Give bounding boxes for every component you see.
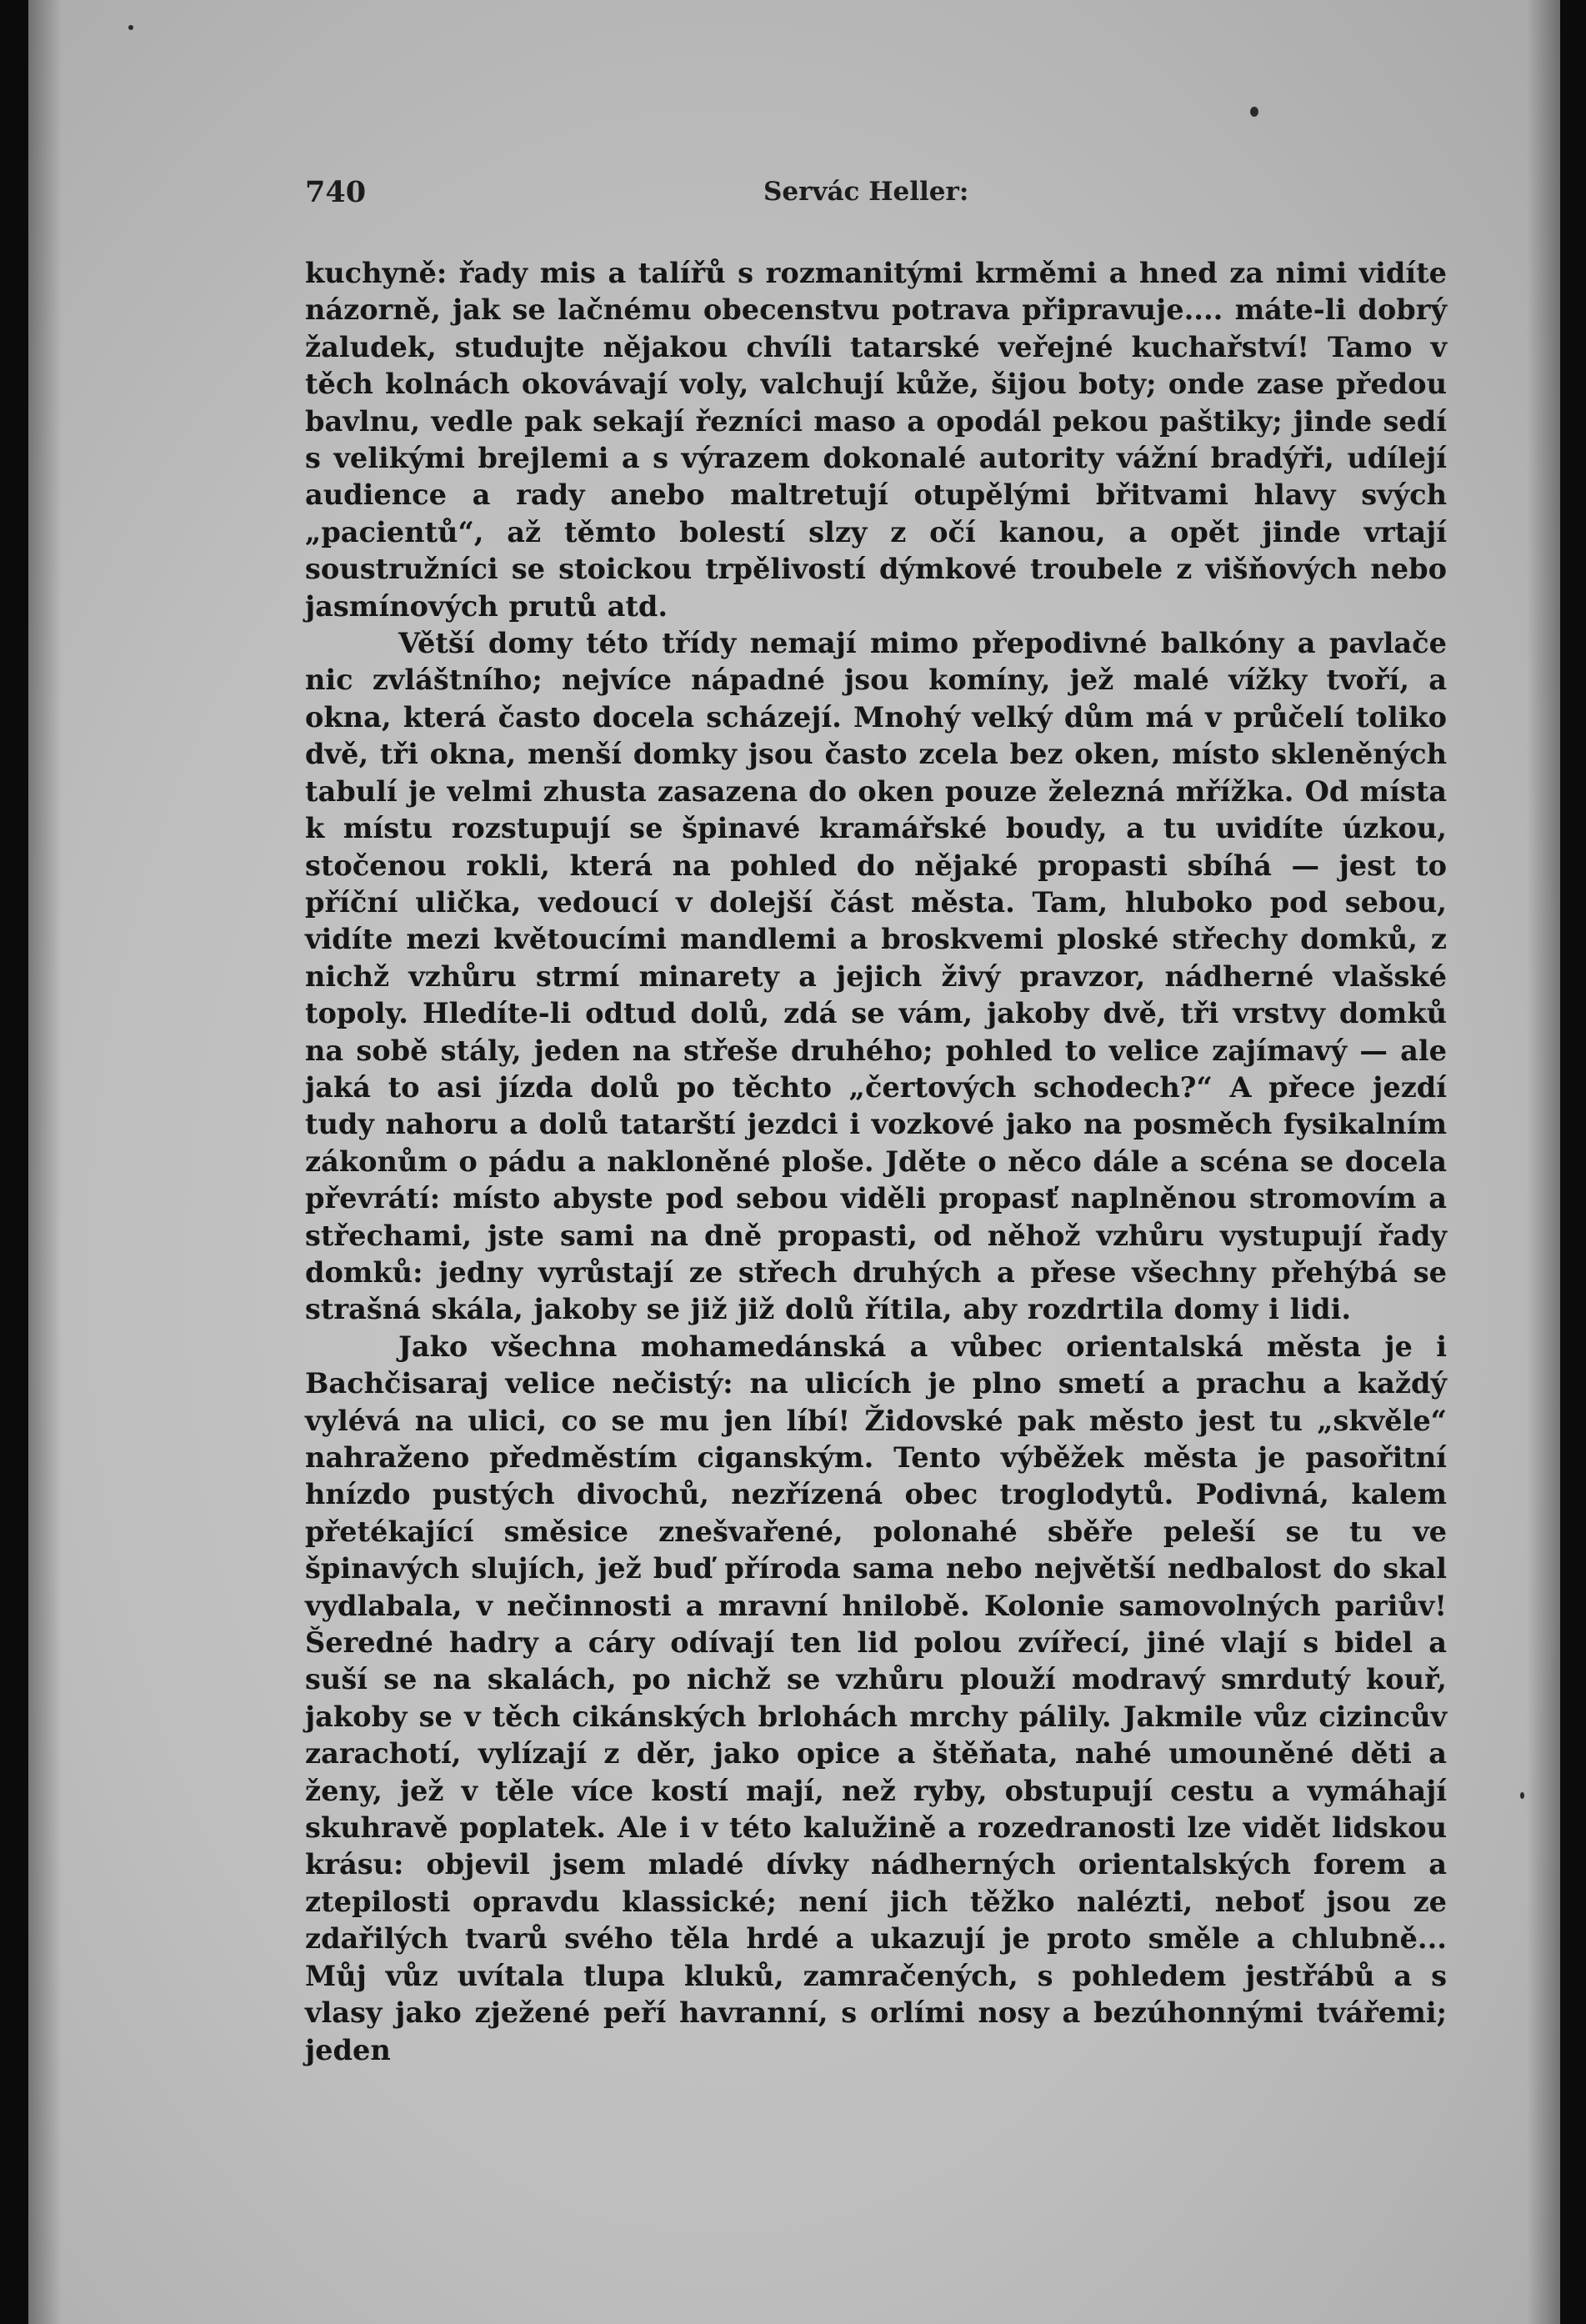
page-header [305, 175, 1447, 225]
paragraph-3: Jako všechna mohamedánská a vůbec orientalská města je i Bachčisaraj velice nečistý: na ulicích je plno smetí a prachu a každý vylévá na ulici, co se mu jen líbí! Židovské pak město jest tu „skvěle“ nahraženo předměstím ciganským. Tento výběžek města je pasořitní hnízdo pustých divochů, nezřízená obec troglodytů. Podivná, kalem přetékající směsice znešvařené, polonahé sběře peleší se tu ve špinavých slujích, jež buď příroda sama nebo největší nedbalost do skal vydlabala, v nečinnosti a mravní hnilobě. Kolonie samovolných pariův! Šeredné hadry a cáry odívají ten lid polou zvířecí, jiné vlají s bidel a suší se na skalách, po nichž se vzhůru plouží modravý smrdutý kouř, jakoby se v těch cikánských brlohách mrchy pálily. Jakmile vůz cizincův zarachotí, vylízají z děr, jako opice a štěňata, nahé umouněné děti a ženy, jež v těle více kostí mají, než ryby, obstupují cestu a vymáhají skuhravě poplatek. Ale i v této kalužině a rozedranosti lze vidět lidskou krásu: objevil jsem mladé dívky nádherných orientalských forem a ztepilosti opravdu klassické; není jich těžko nalézti, neboť jsou ze zdařilých tvarů svého těla hrdé a ukazují je proto směle a chlubně... Můj vůz uvítala tlupa kluků, zamračených, s pohledem jestřábů a s vlasy jako zježené peří havranní, s orlími nosy a bezúhonnými tvářemi; jeden [305, 1329, 1447, 2066]
page-number: 740 [305, 175, 367, 209]
left-page-shadow [28, 0, 62, 2324]
running-title: Servác Heller: [763, 177, 969, 207]
right-page-shadow [1527, 0, 1560, 2324]
paragraph-1: kuchyně: řady mis a talířů s rozmanitými krměmi a hned za nimi vidíte názorně, jak se lačnému obecenstvu potrava připravuje.... máte-li dobrý žaludek, studujte nějakou chvíli tatarské veřejné kuchařství! Tamo v těch kolnách okovávají voly, valchují kůže, šijou boty; onde zase předou bavlnu, vedle pak sekají řezníci maso a opodál pekou paštiky; jinde sedí s velikými brejlemi a s výrazem dokonalé autority vážní bradýři, udílejí audience a rady anebo maltretují otupělými břitvami hlavy svých „pacientů“, až těmto bolestí slzy z očí kanou, a opět jinde vrtají soustružníci se stoickou trpělivostí dýmkové troubele z višňových nebo jasmínových prutů atd. [305, 256, 1447, 623]
scan-speck [1250, 107, 1258, 117]
body-text [305, 254, 1447, 2068]
scanned-page [28, 0, 1560, 2324]
paragraph-2: Větší domy této třídy nemají mimo přepodivné balkóny a pavlače nic zvláštního; nejvíce nápadné jsou komíny, jež malé vížky tvoří, a okna, která často docela scházejí. Mnohý velký dům má v průčelí toliko dvě, tři okna, menší domky jsou často zcela bez oken, místo skleněných tabulí je velmi zhusta zasazena do oken pouze železná mřížka. Od místa k místu rozstupují se špinavé kramářské boudy, a tu uvidíte úzkou, stočenou rokli, která na pohled do nějaké propasti sbíhá — jest to příční ulička, vedoucí v dolejší část města. Tam, hluboko pod sebou, vidíte mezi květoucími mandlemi a broskvemi ploské střechy domků, z nichž vzhůru strmí minarety a jejich živý pravzor, nádherné vlašské topoly. Hledíte-li odtud dolů, zdá se vám, jakoby dvě, tři vrstvy domků na sobě stály, jeden na střeše druhého; pohled to velice zajímavý — ale jaká to asi jízda dolů po těchto „čertových schodech?“ A přece jezdí tudy nahoru a dolů tatarští jezdci i vozkové jako na posměch fysikalním zákonům o pádu a nakloněné ploše. Jděte o něco dále a scéna se docela převrátí: místo abyste pod sebou viděli propasť naplněnou stromovím a střechami, jste sami na dně propasti, od něhož vzhůru vystupují řady domků: jedny vyrůstají ze střech druhých a přese všechny přehýbá se strašná skála, jakoby se již již dolů řítila, aby rozdrtila domy i lidi. [305, 626, 1447, 1326]
scan-speck [1520, 1792, 1524, 1799]
scan-speck [128, 25, 133, 30]
